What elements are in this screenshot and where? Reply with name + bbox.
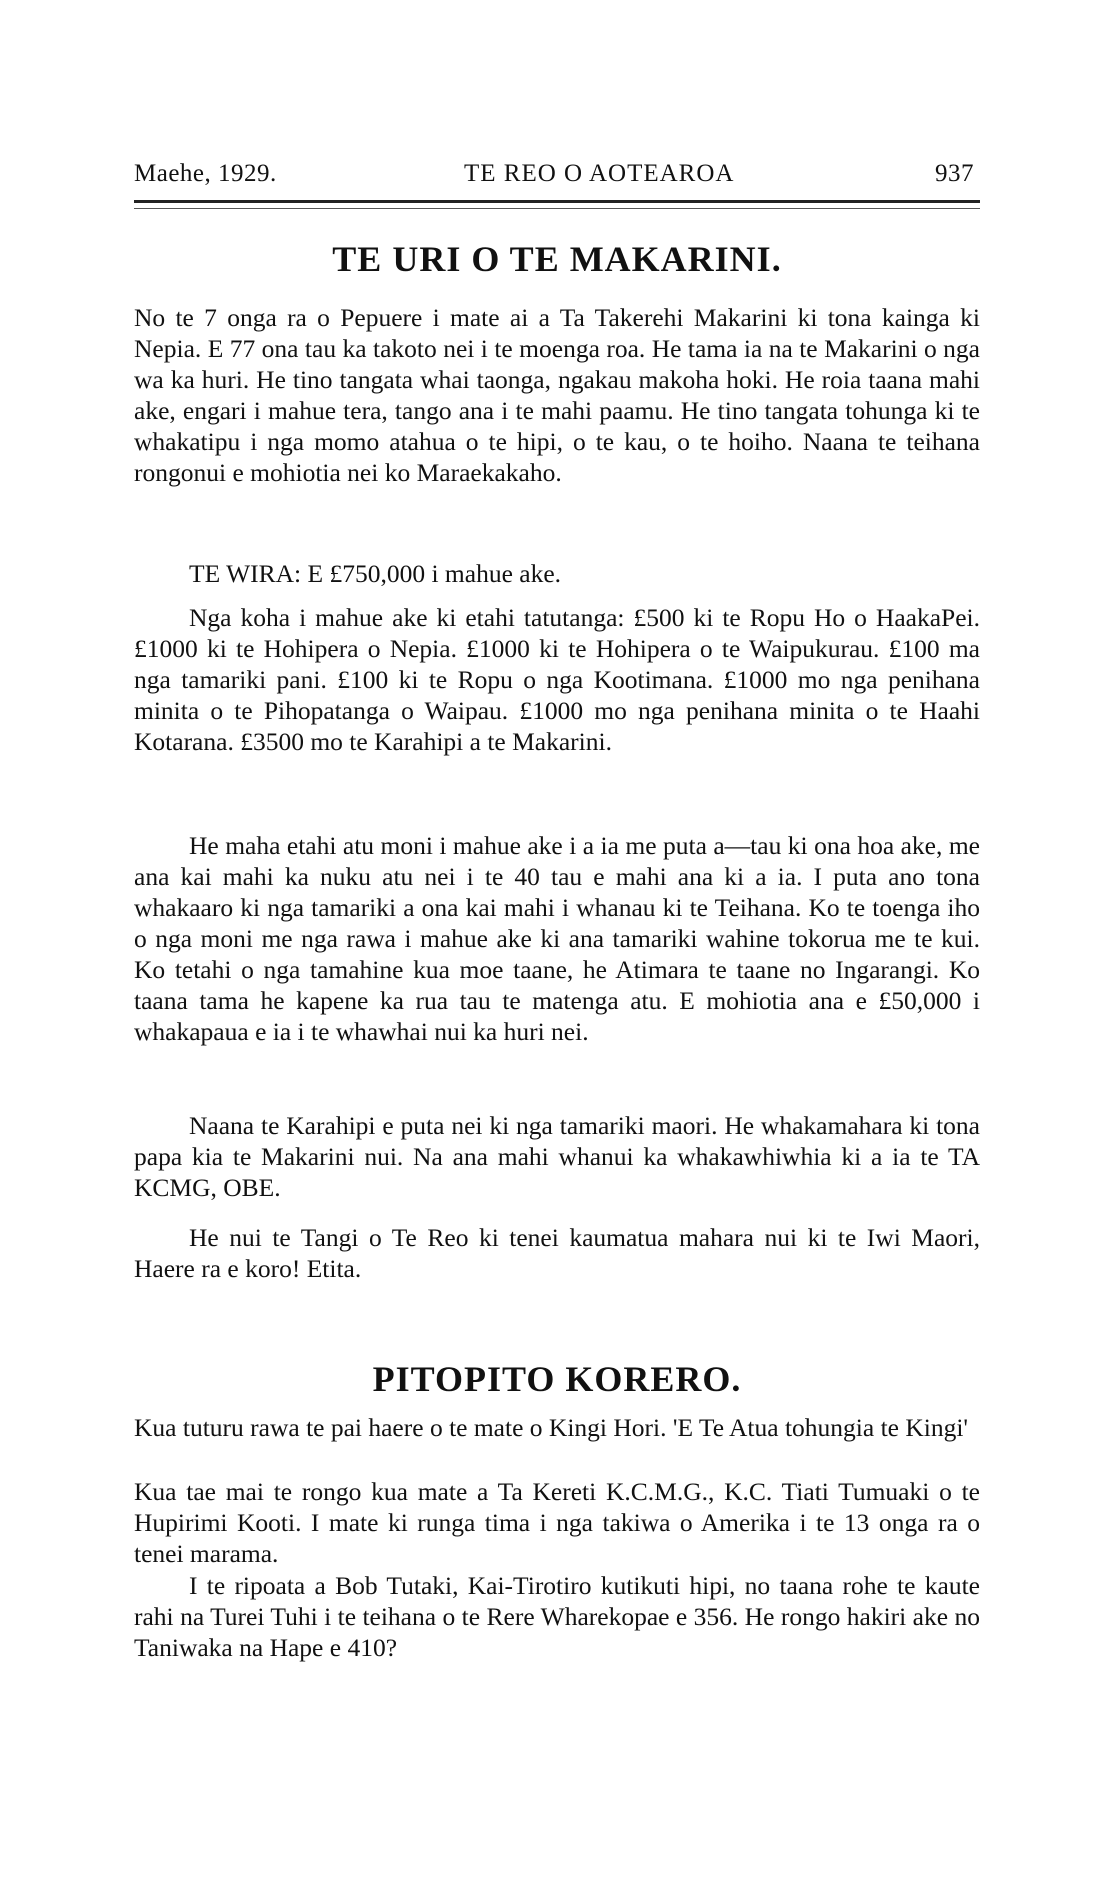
paragraph-text: Kua tuturu rawa te pai haere o te mate o Kingi Hori. 'E Te Atua tohungia te Kingi'	[134, 1413, 969, 1442]
article1-paragraph-5	[134, 1110, 980, 1203]
paragraph-text: TE WIRA: E £750,000 i mahue ake.	[189, 559, 562, 588]
article-title-makarini: TE URI O TE MAKARINI.	[332, 239, 782, 279]
article-title-pitopito: PITOPITO KORERO.	[372, 1359, 742, 1399]
paragraph-text: Nga koha i mahue ake ki etahi tatutanga: £500 ki te Ropu Ho o HaakaPei. £1000 ki te Hohipera o Nepia. £1000 ki te Hohipera o te Waipukurau. £100 ma nga tamariki pani. £100 ki te Ropu o nga Kootimana. £1000 mo nga penihana minita o te Pihopatanga o Waipau. £1000 mo nga penihana minita o te Haahi Kotarana. £3500 mo te Karahipi a te Makarini.	[134, 603, 980, 756]
paragraph-text: I te ripoata a Bob Tutaki, Kai-Tirotiro kutikuti hipi, no taana rohe te kaute rahi na Turei Tuhi i te teihana o te Rere Wharekopae e 356. He rongo hakiri ake no Taniwaka na Hape e 410?	[134, 1571, 980, 1662]
page-header	[134, 160, 980, 190]
header-date: Maehe, 1929.	[134, 160, 277, 187]
paragraph-text: He nui te Tangi o Te Reo ki tenei kaumatua mahara nui ki te Iwi Maori, Haere ra e koro! Etita.	[134, 1223, 980, 1283]
paragraph-text: No te 7 onga ra o Pepuere i mate ai a Ta Takerehi Makarini ki tona kainga ki Nepia. E 77 ona tau ka takoto nei i te moenga roa. He tama ia na te Makarini o nga wa ka huri. He tino tangata whai taonga, ngakau makoha hoki. He roia taana mahi ake, engari i mahue tera, tango ana i te mahi paamu. He tino tangata tohunga ki te whakatipu i nga momo atahua o te hipi, o te kau, o te hoiho. Naana te teihana rongonui e mohiotia nei ko Maraekakaho.	[134, 303, 980, 487]
article2-paragraph-2	[134, 1476, 980, 1569]
paragraph-text: He maha etahi atu moni i mahue ake i a ia me puta a—tau ki ona hoa ake, me ana kai mahi ka nuku atu nei i te 40 tau e mahi ana ki a ia. I puta ano tona whakaaro ki nga tamariki a ona kai mahi i whanau ki te Teihana. Ko te toenga iho o nga moni me nga rawa i mahue ake ki ana tamariki wahine tokorua me te kui. Ko tetahi o nga tamahine kua moe taane, he Atimara te taane no Ingarangi. Ko taana tama he kapene ka rua tau te matenga atu. E mohiotia ana e £50,000 i whakapaua e ia i te whawhai nui ka huri nei.	[134, 831, 980, 1046]
article1-paragraph-1	[134, 302, 980, 488]
article2-paragraph-1	[134, 1412, 980, 1443]
header-page-number: 937	[935, 160, 974, 187]
article1-paragraph-4	[134, 830, 980, 1047]
article1-paragraph-6	[134, 1222, 980, 1284]
paragraph-text: Kua tae mai te rongo kua mate a Ta Kereti K.C.M.G., K.C. Tiati Tumuaki o te Hupirimi Kooti. I mate ki runga tima i nga takiwa o Amerika i te 13 onga ra o tenei marama.	[134, 1477, 980, 1568]
paragraph-text: Naana te Karahipi e puta nei ki nga tamariki maori. He whakamahara ki tona papa kia te Makarini nui. Na ana mahi whanui ka whakawhiwhia ki a ia te TA KCMG, OBE.	[134, 1111, 980, 1202]
article2-paragraph-3	[134, 1570, 980, 1663]
header-publication: TE REO O AOTEAROA	[464, 160, 735, 187]
article1-paragraph-2	[134, 558, 980, 589]
header-rule-thin	[134, 208, 980, 209]
article1-paragraph-3	[134, 602, 980, 757]
header-rule-thick	[134, 200, 980, 203]
